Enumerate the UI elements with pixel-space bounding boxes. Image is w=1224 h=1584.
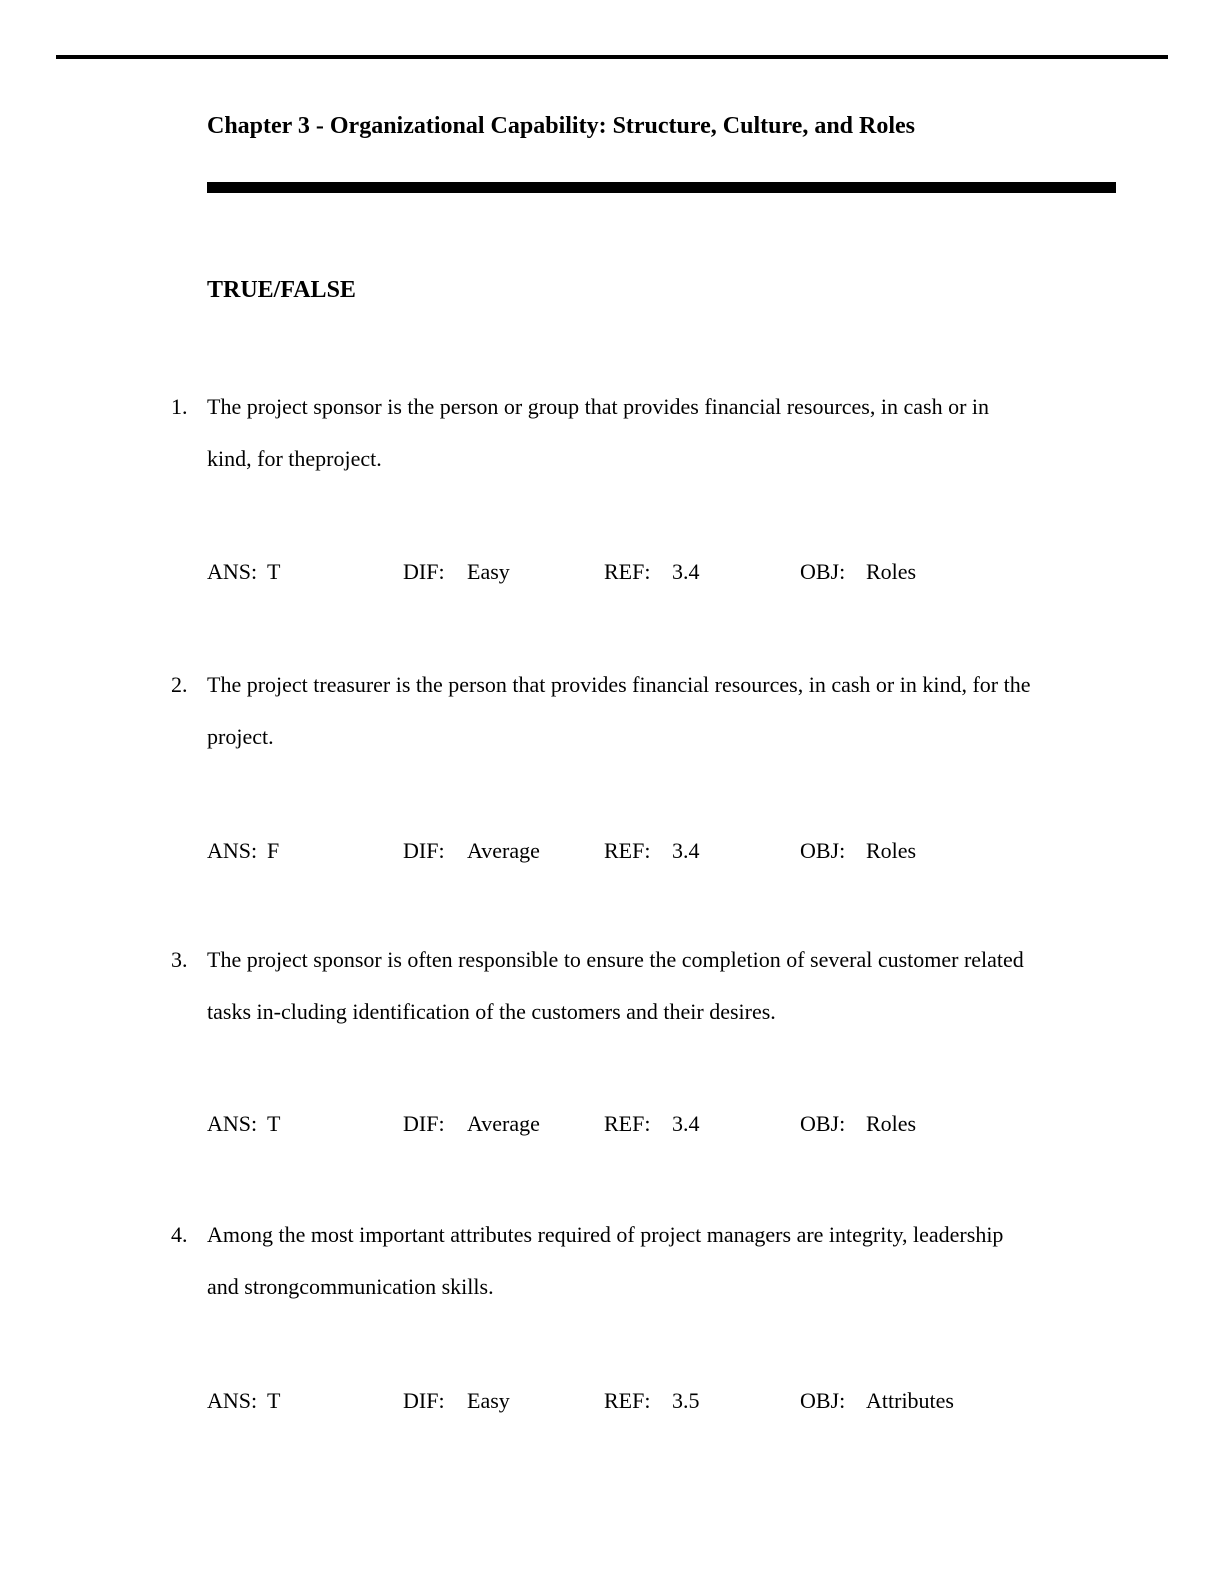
ans-label: ANS: (207, 838, 258, 863)
top-rule (56, 55, 1168, 59)
question-text-line: The project sponsor is often responsible to ensure the completion of several customer related (207, 947, 1024, 972)
dif-label: DIF: (403, 559, 445, 584)
obj-value: Roles (866, 838, 917, 863)
obj-label: OBJ: (800, 1388, 846, 1413)
answer-pair-ans (207, 837, 279, 864)
answer-pair-obj (800, 1387, 954, 1414)
section-divider-bar (207, 182, 1116, 193)
dif-label: DIF: (403, 838, 445, 863)
obj-value: Attributes (866, 1388, 954, 1413)
ans-label: ANS: (207, 559, 258, 584)
answer-pair-ans (207, 558, 280, 585)
answer-row (0, 1387, 1224, 1417)
ref-value: 3.4 (672, 1111, 700, 1136)
answer-pair-ref (604, 1387, 700, 1414)
answer-pair-ans (207, 1110, 280, 1137)
ans-value: T (267, 1388, 281, 1413)
ref-label: REF: (604, 559, 651, 584)
question-text-line: project. (207, 724, 274, 749)
answer-pair-dif (403, 558, 510, 585)
ref-label: REF: (604, 838, 651, 863)
question-number: 3. (171, 947, 188, 972)
question-number: 1. (171, 394, 188, 419)
answer-pair-obj (800, 837, 916, 864)
obj-value: Roles (866, 1111, 917, 1136)
ans-label: ANS: (207, 1111, 258, 1136)
answer-pair-obj (800, 558, 916, 585)
question-number: 2. (171, 672, 188, 697)
answer-pair-dif (403, 837, 540, 864)
ref-label: REF: (604, 1388, 651, 1413)
answer-pair-dif (403, 1387, 510, 1414)
answer-row (0, 837, 1224, 867)
dif-label: DIF: (403, 1388, 445, 1413)
answer-pair-obj (800, 1110, 916, 1137)
section-heading-true-false: TRUE/FALSE (207, 277, 356, 303)
ref-value: 3.4 (672, 559, 700, 584)
obj-label: OBJ: (800, 1111, 846, 1136)
answer-pair-ans (207, 1387, 280, 1414)
ref-label: REF: (604, 1111, 651, 1136)
dif-value: Average (467, 1111, 540, 1136)
answer-pair-ref (604, 1110, 700, 1137)
dif-value: Easy (467, 1388, 510, 1413)
ans-value: T (267, 559, 281, 584)
obj-label: OBJ: (800, 838, 846, 863)
ans-value: F (267, 838, 280, 863)
answer-pair-ref (604, 558, 700, 585)
dif-label: DIF: (403, 1111, 445, 1136)
dif-value: Average (467, 838, 540, 863)
ref-value: 3.4 (672, 838, 700, 863)
question-text-line: The project treasurer is the person that provides financial resources, in cash or in kind, for the (207, 672, 1031, 697)
question-number: 4. (171, 1222, 188, 1247)
obj-label: OBJ: (800, 559, 846, 584)
answer-pair-dif (403, 1110, 540, 1137)
obj-value: Roles (866, 559, 917, 584)
question-text-line: kind, for theproject. (207, 446, 382, 471)
answer-pair-ref (604, 837, 700, 864)
question-text-line: Among the most important attributes required of project managers are integrity, leadership (207, 1222, 1004, 1247)
ans-label: ANS: (207, 1388, 258, 1413)
question-text-line: and strongcommunication skills. (207, 1274, 494, 1299)
question-text-line: The project sponsor is the person or group that provides financial resources, in cash or in (207, 394, 990, 419)
question-text-line: tasks in-cluding identification of the customers and their desires. (207, 999, 776, 1024)
ref-value: 3.5 (672, 1388, 700, 1413)
ans-value: T (267, 1111, 281, 1136)
dif-value: Easy (467, 559, 510, 584)
answer-row (0, 558, 1224, 588)
answer-row (0, 1110, 1224, 1140)
chapter-title: Chapter 3 - Organizational Capability: Structure, Culture, and Roles (207, 113, 916, 139)
